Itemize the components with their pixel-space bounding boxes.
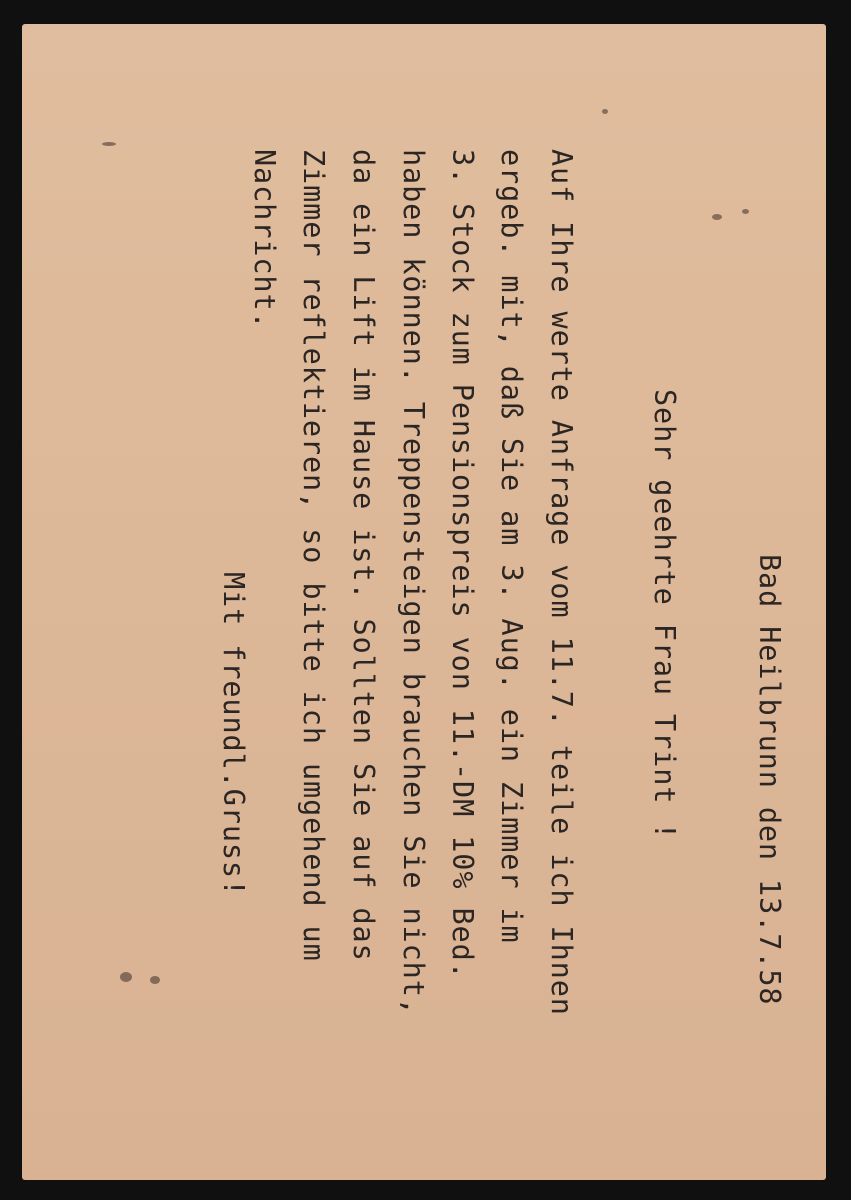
body-line-1: Auf Ihre werte Anfrage vom 11.7. teile ich Ihnen xyxy=(545,149,578,1016)
body-line-7: Nachricht. xyxy=(248,149,281,330)
body-line-5: da ein Lift im Hause ist. Sollten Sie auf das xyxy=(347,149,380,962)
letter-text-rotated xyxy=(22,24,826,1180)
closing: Mit freundl.Gruss! xyxy=(217,572,250,898)
dateline: Bad Heilbrunn den 13.7.58 xyxy=(753,554,786,1006)
body-line-2: ergeb. mit, daß Sie am 3. Aug. ein Zimmer im xyxy=(495,149,528,944)
salutation: Sehr geehrte Frau Trint ! xyxy=(648,389,681,841)
postcard-back xyxy=(22,24,826,1180)
body-line-6: Zimmer reflektieren, so bitte ich umgehend um xyxy=(297,149,330,962)
body-line-4: haben können. Treppensteigen brauchen Sie nicht, xyxy=(397,149,430,1016)
body-line-3: 3. Stock zum Pensionspreis von 11.-DM 10% Bed. xyxy=(446,149,479,980)
